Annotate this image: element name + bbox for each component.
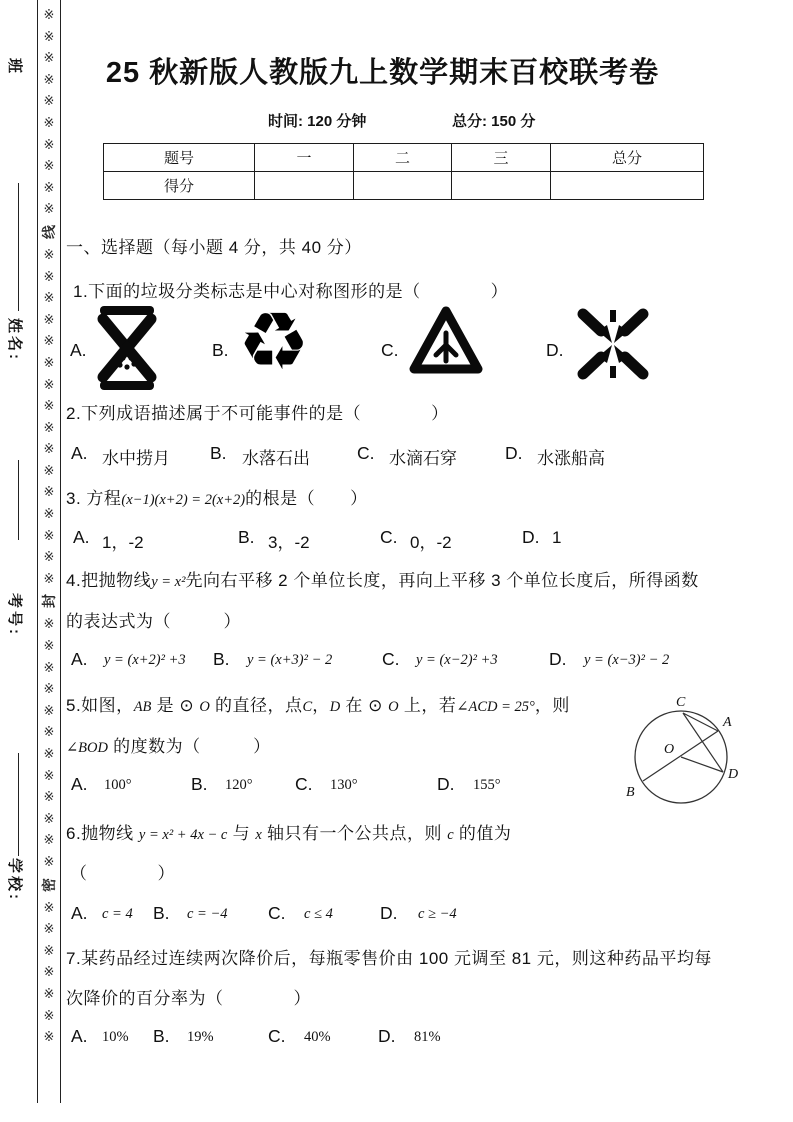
question-6-math: x bbox=[255, 827, 262, 843]
question-5-text-line1 bbox=[66, 691, 570, 716]
question-5-text-line2 bbox=[66, 732, 271, 757]
figure-label-O: O bbox=[664, 742, 675, 757]
time-limit-label: 时间: 120 分钟 bbox=[268, 113, 367, 130]
figure-label-B: B bbox=[626, 785, 635, 800]
question-6-math: y = x² + 4x − c bbox=[138, 827, 228, 843]
option-value: 10% bbox=[102, 1029, 129, 1045]
option-value: 120° bbox=[225, 777, 253, 793]
option-value: y = (x−2)² +3 bbox=[416, 652, 498, 668]
option-letter: A. bbox=[71, 649, 88, 669]
option-value: 81% bbox=[414, 1029, 441, 1045]
question-4-post: 先向右平移 2 个单位长度，再向上平移 3 个单位长度后，所得函数 bbox=[185, 571, 699, 590]
option-letter: B. bbox=[212, 340, 229, 360]
score-table-cell bbox=[354, 172, 452, 200]
option-value: c = 4 bbox=[102, 906, 133, 922]
question-4-text-line2: 的表达式为（ ） bbox=[66, 612, 241, 631]
binding-line-left bbox=[37, 0, 38, 1103]
option-letter: B. bbox=[210, 443, 227, 463]
option-value: y = (x−3)² − 2 bbox=[584, 652, 670, 668]
score-table-cell bbox=[452, 172, 551, 200]
question-6-text-line2: （ ） bbox=[70, 864, 175, 883]
binding-line-right bbox=[60, 0, 61, 1103]
option-letter: D. bbox=[437, 774, 455, 794]
option-letter: A. bbox=[71, 774, 88, 794]
option-letter: A. bbox=[71, 903, 88, 923]
question-5-math: O bbox=[388, 699, 399, 715]
option-letter: B. bbox=[191, 774, 208, 794]
hourglass-waste-mark-icon bbox=[94, 304, 160, 392]
question-4-text-line1 bbox=[66, 566, 699, 591]
question-5-seg: 5.如图， bbox=[66, 696, 134, 715]
option-value: 水滴石穿 bbox=[389, 449, 457, 468]
option-value: c ≥ −4 bbox=[418, 906, 457, 922]
figure-label-D: D bbox=[728, 767, 739, 782]
option-value: 19% bbox=[187, 1029, 214, 1045]
question-6-seg: 的值为 bbox=[453, 824, 512, 843]
question-6-text-line1 bbox=[66, 819, 511, 844]
seal-marks-segment: ※※※※※※※ bbox=[43, 899, 55, 1045]
option-value: 100° bbox=[104, 777, 132, 793]
question-5-seg: 在 ⊙ bbox=[340, 696, 389, 715]
score-table bbox=[103, 143, 704, 200]
option-value: 3，-2 bbox=[268, 533, 310, 552]
question-5-seg: 的度数为（ ） bbox=[107, 737, 271, 756]
option-letter: C. bbox=[268, 903, 286, 923]
option-value: y = (x+2)² +3 bbox=[104, 652, 186, 668]
school-field-label: 学校: bbox=[6, 858, 23, 902]
question-4-pre: 4.把抛物线 bbox=[66, 571, 152, 590]
question-5-math: D bbox=[329, 699, 341, 715]
score-table-cell: 得分 bbox=[104, 172, 255, 200]
question-3-text bbox=[66, 484, 368, 509]
option-letter: C. bbox=[295, 774, 313, 794]
option-value: 130° bbox=[330, 777, 358, 793]
score-table-cell: 一 bbox=[255, 144, 354, 172]
question-6-seg: 轴只有一个公共点，则 bbox=[261, 824, 448, 843]
option-letter: C. bbox=[382, 649, 400, 669]
question-7-text-line2: 次降价的百分率为（ ） bbox=[66, 989, 311, 1008]
option-letter: C. bbox=[381, 340, 399, 360]
score-table-cell: 总分 bbox=[551, 144, 704, 172]
question-3-post: 的根是（ ） bbox=[245, 489, 368, 508]
section-title: 一、选择题（每小题 4 分，共 40 分） bbox=[66, 238, 362, 257]
seal-marks-segment: ※※※※※※※※※※ bbox=[43, 7, 55, 217]
paper-title: 25 秋新版人教版九上数学期末百校联考卷 bbox=[105, 57, 660, 89]
option-letter: D. bbox=[378, 1026, 396, 1046]
class-field-label: 班 bbox=[6, 58, 23, 77]
option-value: 1 bbox=[552, 528, 562, 547]
question-5-seg: ，则 bbox=[534, 696, 570, 715]
name-blank-line bbox=[18, 460, 19, 540]
question-5-seg: ， bbox=[312, 696, 330, 715]
option-letter: B. bbox=[153, 903, 170, 923]
score-table-score-row bbox=[104, 172, 704, 200]
score-table-header-row bbox=[104, 144, 704, 172]
exam-no-field-label: 考号: bbox=[6, 593, 23, 637]
option-value: 水落石出 bbox=[242, 449, 310, 468]
option-value: 155° bbox=[473, 777, 501, 793]
question-6-math: c bbox=[447, 827, 454, 843]
inward-arrows-mark-icon bbox=[576, 304, 650, 384]
question-4-equation: y = x² bbox=[151, 574, 186, 590]
question-3-equation: (x−1)(x+2) = 2(x+2) bbox=[121, 492, 246, 508]
question-5-math: ∠BOD bbox=[66, 740, 108, 756]
recycling-mark-icon: ♻︎ bbox=[238, 295, 310, 388]
seal-char-xian: 线 bbox=[41, 224, 57, 239]
option-letter: C. bbox=[380, 527, 398, 547]
option-letter: A. bbox=[70, 340, 87, 360]
question-1-text: 1.下面的垃圾分类标志是中心对称图形的是（ ） bbox=[73, 282, 509, 301]
question-5-seg: 是 ⊙ bbox=[151, 696, 200, 715]
score-table-cell: 二 bbox=[354, 144, 452, 172]
option-letter: B. bbox=[238, 527, 255, 547]
circle-geometry-figure bbox=[618, 693, 753, 821]
option-letter: B. bbox=[153, 1026, 170, 1046]
total-score-label: 总分: 150 分 bbox=[452, 113, 536, 130]
question-2-text: 2.下列成语描述属于不可能事件的是（ ） bbox=[66, 404, 449, 423]
score-table-cell bbox=[255, 172, 354, 200]
class-blank-line bbox=[18, 183, 19, 311]
option-letter: C. bbox=[357, 443, 375, 463]
option-value: 40% bbox=[304, 1029, 331, 1045]
score-table-cell: 三 bbox=[452, 144, 551, 172]
option-letter: D. bbox=[505, 443, 523, 463]
option-value: c ≤ 4 bbox=[304, 906, 333, 922]
option-letter: C. bbox=[268, 1026, 286, 1046]
option-value: c = −4 bbox=[187, 906, 228, 922]
seal-marks-segment: ※※※※※※※※※※※※ bbox=[43, 616, 55, 869]
question-5-seg: 的直径，点 bbox=[209, 696, 303, 715]
option-letter: D. bbox=[522, 527, 540, 547]
question-5-math: O bbox=[199, 699, 210, 715]
question-5-math: C bbox=[302, 699, 313, 715]
score-table-cell: 题号 bbox=[104, 144, 255, 172]
option-value: 水中捞月 bbox=[102, 449, 170, 468]
option-letter: D. bbox=[380, 903, 398, 923]
option-letter: D. bbox=[546, 340, 564, 360]
exam-no-blank-line bbox=[18, 753, 19, 856]
question-6-seg: 与 bbox=[227, 824, 256, 843]
figure-label-A: A bbox=[723, 715, 732, 730]
seal-marks-segment: ※※※※※※※※※※※※※※※※ bbox=[43, 246, 55, 586]
option-letter: D. bbox=[549, 649, 567, 669]
question-6-seg: 6.抛物线 bbox=[66, 824, 139, 843]
name-field-label: 姓名: bbox=[6, 318, 23, 362]
seal-char-feng: 封 bbox=[41, 594, 57, 609]
question-7-text-line1: 7.某药品经过连续两次降价后，每瓶零售价由 100 元调至 81 元，则这种药品平均每 bbox=[66, 949, 712, 968]
triangle-arrows-tree-mark-icon bbox=[408, 303, 484, 383]
option-letter: A. bbox=[71, 1026, 88, 1046]
question-5-seg: 上，若 bbox=[398, 696, 457, 715]
question-5-math: AB bbox=[133, 699, 152, 715]
score-table-cell bbox=[551, 172, 704, 200]
option-letter: A. bbox=[73, 527, 90, 547]
question-3-pre: 3. 方程 bbox=[66, 489, 122, 508]
option-letter: A. bbox=[71, 443, 88, 463]
option-value: 1，-2 bbox=[102, 533, 144, 552]
seal-char-mi: 密 bbox=[41, 877, 57, 892]
figure-label-C: C bbox=[676, 695, 686, 710]
option-value: 水涨船高 bbox=[537, 449, 605, 468]
seal-line-marks bbox=[40, 4, 58, 1048]
option-value: 0，-2 bbox=[410, 533, 452, 552]
question-5-math: ∠ACD = 25° bbox=[456, 699, 535, 715]
option-letter: B. bbox=[213, 649, 230, 669]
option-value: y = (x+3)² − 2 bbox=[247, 652, 333, 668]
